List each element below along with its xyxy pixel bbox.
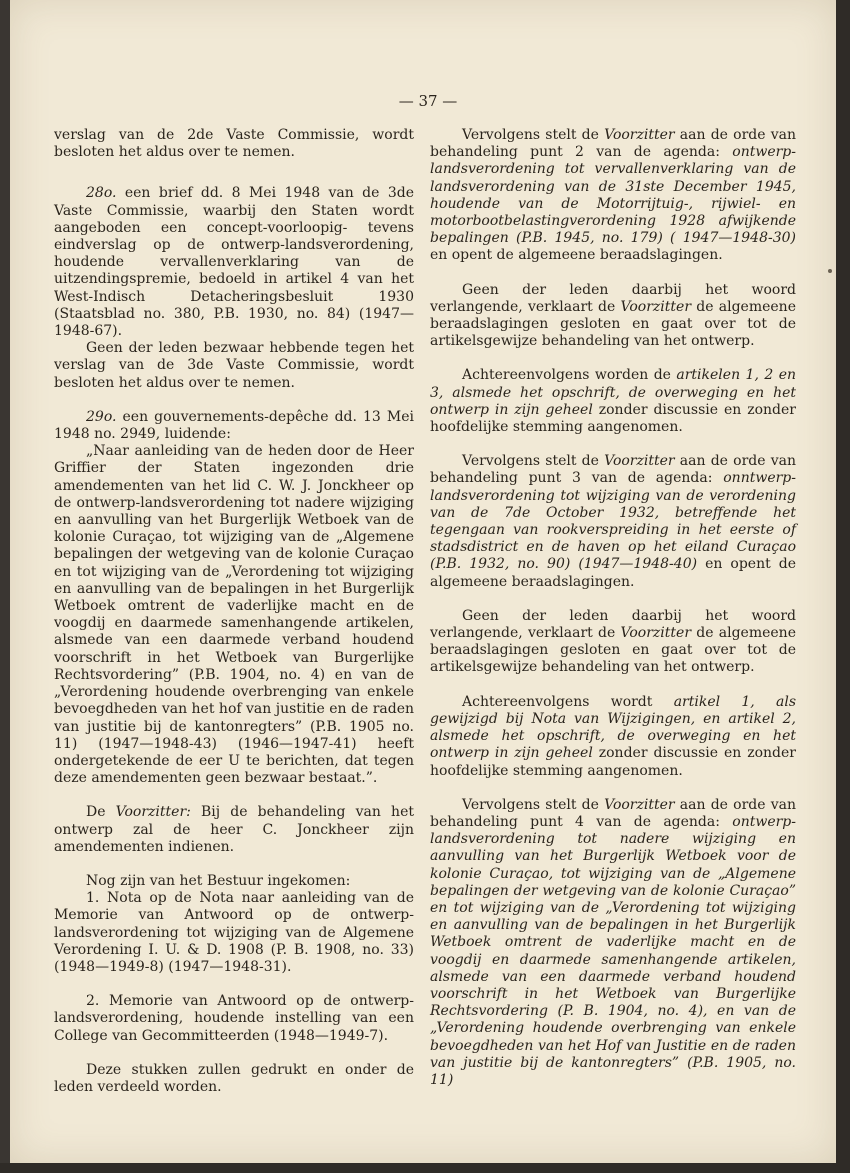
paragraph: Deze stukken zullen gedrukt en onder de leden verdeeld worden. (54, 1061, 414, 1095)
paragraph: Achtereenvolgens wordt artikel 1, als gewijzigd bij Nota van Wijzigingen, en artikel 2, alsmede het opschrift, de overweging en het ontwerp in zijn geheel zonder discussie en zonder hoofdelijke stemming aangenomen. (430, 693, 797, 779)
paragraph: Geen der leden bezwaar hebbende tegen het verslag van de 3de Vaste Commissie, wordt besloten het aldus over te nemen. (54, 340, 414, 391)
paragraph: Vervolgens stelt de Voorzitter aan de orde van behandeling punt 2 van de agenda: ontwerp-landsverordening tot vervallenverklaring van de landsverordening van de 31ste December 1945, houdende van de Motorrijtuig-, rijwiel- en motorbootbelastingverordening 1928 afwijkende bepalingen (P.B. 1945, no. 179) ( 1947—1948-30) en opent de algemeene beraadslagingen. (430, 127, 796, 264)
scan-border-bottom (0, 1163, 850, 1173)
paragraph: verslag van de 2de Vaste Commissie, wordt besloten het aldus over te nemen. (54, 127, 414, 161)
right-column (430, 127, 796, 1089)
paper-speck (828, 269, 832, 273)
quoted-letter: „Naar aanleiding van de heden door de Heer Griffier der Staten ingezonden drie amendementen van het lid C. W. J. Jonckheer op de ontwerp-landsverordening tot nadere wijziging en aanvulling van het Burgerlijk Wetboek van de kolonie Curaçao, tot wijziging van de „Algemene bepalingen der wetgeving van de kolonie Curaçao en tot wijziging van de „Verordening tot wijziging en aanvulling van de bepalingen in het Burgerlijk Wetboek omtrent de vaderlijke macht en de voogdij en daarmede samenhangende artikelen, alsmede van een daarmede verband houdend voorschrift in het Wetboek van Burgerlijke Rechtsvordering” (P.B. 1904, no. 4) en van de „Verordening houdende overbrenging van enkele bevoegdheden van het hof van justitie en de raden van justitie bij de kantonregters” (P.B. 1905 no. 11) (1947—1948-43) (1946—1947-41) heeft ondergetekende de eer U te berichten, dat tegen deze amendementen geen bezwaar bestaat.”. (54, 443, 414, 787)
paragraph: 29o. een gouvernements-depêche dd. 13 Mei 1948 no. 2949, luidende: (54, 408, 414, 443)
paragraph: De Voorzitter: Bij de behandeling van het ontwerp zal de heer C. Jonckheer zijn amendementen indienen. (54, 804, 414, 855)
scan-border-right (836, 0, 850, 1173)
paragraph: Achtereenvolgens worden de artikelen 1, 2 en 3, alsmede het opschrift, de overweging en het ontwerp in zijn geheel zonder discussie en zonder hoofdelijke stemming aangenomen. (430, 367, 796, 436)
document-page (10, 0, 836, 1163)
list-item: 1. Nota op de Nota naar aanleiding van de Memorie van Antwoord op de ontwerp-landsverordening tot wijziging van de Algemene Verordening I. U. & D. 1908 (P. B. 1908, no. 33) (1948—1949-8) (1947—1948-31). (54, 890, 414, 975)
paragraph: Geen der leden daarbij het woord verlangende, verklaart de Voorzitter de algemeene beraadslagingen gesloten en gaat over tot de artikelsgewijze behandeling van het ontwerp. (430, 607, 796, 676)
paragraph: Nog zijn van het Bestuur ingekomen: (86, 872, 351, 889)
list-item: 2. Memorie van Antwoord op de ontwerp-landsverordening, houdende instelling van een College van Gecommitteerden (1948—1949-7). (54, 993, 414, 1044)
paragraph: Vervolgens stelt de Voorzitter aan de orde van behandeling punt 3 van de agenda: onntwerp-landsverordening tot wijziging van de verordening van de 7de October 1932, betreffende het tegengaan van rookverspreiding in het eerste of stadsdistrict en de haven op het eiland Curaçao (P.B. 1932, no. 90) (1947—1948-40) en opent de algemeene beraadslagingen. (430, 453, 797, 590)
paragraph: Vervolgens stelt de Voorzitter aan de orde van behandeling punt 4 van de agenda: ontwerp-landsverordening tot nadere wijziging en aanvulling van het Burgerlijk Wetboek voor de kolonie Curaçao, tot wijziging van de „Algemene bepalingen der wetgeving van de kolonie Curaçao” en tot wijziging van de „Verordening tot wijziging en aanvulling van de bepalingen in het Burgerlijk Wetboek omtrent de vaderlijke macht en de voogdij en daarmede samenhangende artikelen, alsmede van een daarmede verband houdend voorschrift in het Wetboek van Burgerlijke Rechtsvordering (P. B. 1904, no. 4), en van de „Verordening houdende overbrenging van enkele bevoegdheden van het Hof van Justitie en de raden van justitie bij de kantonregters” (P.B. 1905, no. 11) (430, 796, 796, 1088)
item-number: 29o. (86, 408, 117, 425)
page-number: — 37 — (398, 92, 458, 110)
paragraph: Geen der leden daarbij het woord verlangende, verklaart de Voorzitter de algemeene beraadslagingen gesloten en gaat over tot de artikelsgewijze behandeling van het ontwerp. (430, 281, 796, 350)
paragraph: 28o. een brief dd. 8 Mei 1948 van de 3de Vaste Commissie, waarbij den Staten wordt aangeboden een concept-voorloopig- tevens eindverslag op de ontwerp-landsverordening, houdende vervallenverklaring van de uitzendingspremie, bedoeld in artikel 4 van het West-Indisch Detacheringsbesluit 1930 (Staatsblad no. 380, P.B. 1930, no. 84) (1947—1948-67). (54, 185, 414, 340)
left-column (54, 127, 414, 1096)
item-number: 28o. (86, 185, 117, 202)
